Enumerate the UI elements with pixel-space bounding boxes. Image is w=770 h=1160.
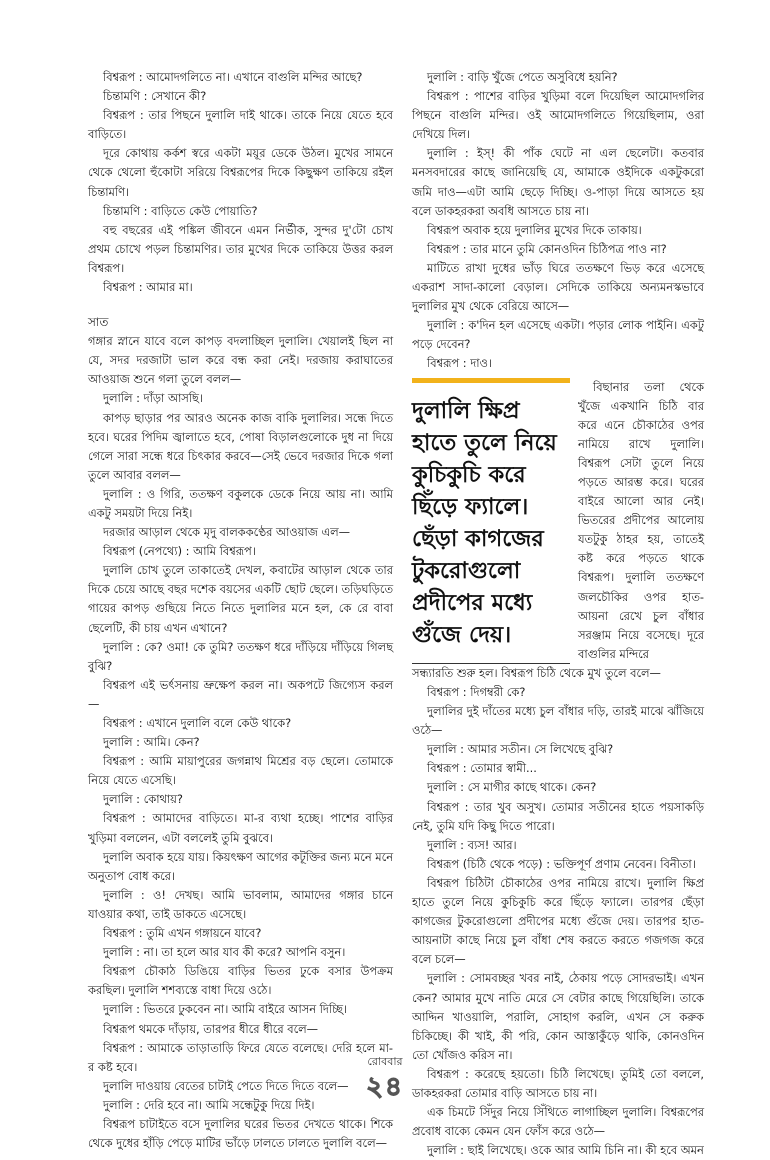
paragraph: বিশ্বরূপ : আমাদের বাড়িতে। মা-র ব্যথা হচ্ছে। পাশের বাড়ির খুড়িমা বললেন, এটা বললেই তুমি বুঝবে। xyxy=(88,811,393,845)
paragraph: বিশ্বরূপ এই ভর্ৎসনায় ভ্রুক্ষেপ করল না। অকপটে জিগ্যেস করল— xyxy=(88,677,393,711)
footer-magazine-name: রোববার xyxy=(367,1055,403,1068)
paragraph: বিশ্বরূপ চিঠিটা চৌকাঠের ওপর নামিয়ে রাখে। দুলালি ক্ষিপ্র হাতে তুলে নিয়ে কুচিকুচি করে ছিঁড়ে ফ্যালে। তারপর ছেঁড়া কাগজের টুকরোগুলো প্রদীপের মধ্যে গুঁজে দেয়। তারপর হাত-আয়নাটা কাছে নিয়ে চুল বাঁধা শেষ করতে করতে গজগজ করে বলে চলে— xyxy=(412,875,704,967)
pull-quote-row xyxy=(412,378,704,664)
paragraph: বিশ্বরূপ : তার পিছনে দুলালি দাই থাকে। তাকে নিয়ে যেতে হবে বাড়িতে। xyxy=(88,108,393,142)
paragraph: বিশ্বরূপ চাটাইতে বসে দুলালির ঘরের ভিতর দেখতে থাকে। শিকে থেকে দুধের হাঁড়ি পেড়ে মাটির ভাঁড়ে ঢালতে ঢালতে দুলালি বলে— xyxy=(88,1116,393,1151)
paragraph: বিশ্বরূপ : তার খুব অসুখ। তোমার সতীনের হাতে পয়সাকড়ি নেই, তুমি যদি কিছু দিতে পারো। xyxy=(412,799,704,833)
paragraph: বিশ্বরূপ : আমার মা। xyxy=(103,280,193,295)
right-column-top xyxy=(412,68,704,374)
paragraph: এক চিমটে সিঁদুর নিয়ে সিঁথিতে লাগাচ্ছিল দুলালি। বিশ্বরূপের প্রবোধ বাক্যে কেমন যেন ফোঁস করে ওঠে— xyxy=(412,1105,704,1139)
paragraph: বিশ্বরূপ থমকে দাঁড়ায়, তারপর ধীরে ধীরে বলে— xyxy=(103,1021,319,1036)
paragraph: দুলালি : দাঁড়া আসছি। xyxy=(103,391,203,406)
paragraph: বিশ্বরূপ চৌকাঠ ডিঙিয়ে বাড়ির ভিতর ঢুকে বসার উপক্রম করছিল। দুলালি শশব্যস্তে বাধা দিয়ে ওঠে। xyxy=(88,964,393,998)
paragraph: বহু বছরের এই পঙ্কিল জীবনে এমন নির্ভীক, সুন্দর দু'টো চোখ প্রথম চোখে পড়ল চিন্তামণির। তার মুখের দিকে তাকিয়ে উত্তর করল বিশ্বরূপ। xyxy=(88,222,393,275)
paragraph: দুলালি : ও! দেখছ। আমি ভাবলাম, আমাদের গঙ্গার চানে যাওয়ার কথা, তাই ডাকতে এসেছে। xyxy=(88,887,393,921)
paragraph: দুলালি : ও গিরি, ততক্ষণ বকুলকে ডেকে নিয়ে আয় না। আমি একটু সময়টা দিয়ে নিই। xyxy=(88,486,393,520)
paragraph: বিশ্বরূপ : তোমার স্বামী... xyxy=(427,761,537,776)
paragraph: দুলালি : ব্যস! আর। xyxy=(427,837,517,852)
paragraph: কাপড় ছাড়ার পর আরও অনেক কাজ বাকি দুলালির। সন্ধে দিতে হবে। ঘরের পিদিম জ্বালাতে হবে, পোষা বিড়ালগুলোকে দুধ না দিয়ে গেলে সারা সন্ধে ধরে চিৎকার করবে—সেই ভেবে দরজার দিকে গলা তুলে আবার বলল— xyxy=(88,410,393,482)
paragraph: বিশ্বরূপ : তার মানে তুমি কোনওদিন চিঠিপত্র পাও না? xyxy=(427,241,667,256)
paragraph: বিশ্বরূপ : দিগম্বরী কে? xyxy=(427,685,526,699)
paragraph: দুলালি : না। তা হলে আর যাব কী করে? আপনি বসুন। xyxy=(103,945,346,960)
paragraph: দুলালি দাওয়ায় বেতের চাটাই পেতে দিতে দিতে বলে— xyxy=(103,1078,349,1093)
pull-quote: দুলালি ক্ষিপ্র হাতে তুলে নিয়ে কুচিকুচি করে ছিঁড়ে ফ্যালে। ছেঁড়া কাগজের টুকরোগুলো প্রদীপের মধ্যে গুঁজে দেয়। xyxy=(412,378,570,664)
paragraph: বিশ্বরূপ : করেছে হয়তো। চিঠি লিখেছে। তুমিই তো বললে, ডাকহরকরা তোমার বাড়ি আসতে চায় না। xyxy=(412,1066,704,1100)
paragraph: দুলালি : আমার সতীন। সে লিখেছে বুঝি? xyxy=(427,742,614,757)
paragraph: বিশ্বরূপ (চিঠি থেকে পড়ে) : ভক্তিপূর্ণ প্রণাম নেবেন। বিনীতা। xyxy=(427,856,696,871)
paragraph: চিন্তামণি : সেখানে কী? xyxy=(103,89,207,104)
paragraph: দুলালি : ইস্! কী পাঁক ঘেটে না এল ছেলেটা। কতবার মনসবদারের কাছে জানিয়েছি যে, আমাকে ওইদিকে একটুকরো জমি দাও—এটা আমি ছেড়ে দিচ্ছি। ও-পাড়া দিয়ে আসতে হয় বলে ডাকহরকরা অবধি আসতে চায় না। xyxy=(412,146,704,218)
paragraph: বিশ্বরূপ (নেপথ্যে) : আমি বিশ্বরূপ। xyxy=(103,544,256,559)
paragraph: বিছানার তলা থেকে খুঁজে একখানি চিঠি বার করে এনে চৌকাঠের ওপর নামিয়ে রাখে দুলালি। বিশ্বরূপ সেটা তুলে নিয়ে পড়তে আরম্ভ করে। ঘরের বাইরে আলো আর নেই। ভিতরের প্রদীপের আলোয় যতটুকু ঠাহর হয়, তাতেই কষ্ট করে পড়তে থাকে বিশ্বরূপ। দুলালি ততক্ষণে জলচৌকির ওপর হাত-আয়না রেখে চুল বাঁধার সরঞ্জাম নিয়ে বসেছে। দূরে বাগুলির মন্দিরে xyxy=(578,379,704,661)
page-number: ২৪ xyxy=(366,1072,404,1102)
paragraph: দুলালি : ভিতরে ঢুকবেন না। আমি বাইরে আসন দিচ্ছি। xyxy=(103,1002,348,1017)
paragraph: বিশ্বরূপ : এখানে দুলালি বলে কেউ থাকে? xyxy=(103,716,292,730)
paragraph: দুলালি : ছাই লিখেছে। ওকে আর আমি চিনি না। কী হবে অমন xyxy=(427,1143,704,1158)
paragraph: দুলালি অবাক হয়ে যায়। কিয়ৎক্ষণ আগের কটূক্তির জন্য মনে মনে অনুতাপ বোধ করে। xyxy=(88,849,393,883)
side-text xyxy=(578,378,704,664)
paragraph: দুলালি : কে? ওমা! কে তুমি? ততক্ষণ ধরে দাঁড়িয়ে দাঁড়িয়ে গিলছ বুঝি? xyxy=(88,639,393,673)
paragraph: দুলালির দুই দাঁতের মধ্যে চুল বাঁধার দড়ি, তারই মাঝে ঝাঁজিয়ে ওঠে— xyxy=(412,704,704,738)
paragraph: মাটিতে রাখা দুধের ভাঁড় ঘিরে ততক্ষণে ভিড় করে এসেছে একরাশ সাদা-কালো বেড়াল। সেদিকে তাকিয়ে অন্যমনস্কভাবে দুলালির মুখ থেকে বেরিয়ে আসে— xyxy=(412,260,704,314)
paragraph: দুলালি : সে মাগীর কাছে থাকে। কেন? xyxy=(427,780,597,795)
paragraph: বিশ্বরূপ : পাশের বাড়ির খুড়িমা বলে দিয়েছিল আমোদগলির পিছনে বাগুলি মন্দির। ওই আমোদগলিতে গিয়েছিলাম, ওরা দেখিয়ে দিল। xyxy=(412,89,704,142)
paragraph: বিশ্বরূপ : তুমি এখন গঙ্গায়নে যাবে? xyxy=(103,926,262,941)
paragraph: দুলালি : বাড়ি খুঁজে পেতে অসুবিধে হয়নি? xyxy=(427,70,618,84)
paragraph: দরজার আড়াল থেকে মৃদু বালককণ্ঠের আওয়াজ এল— xyxy=(103,525,351,540)
paragraph: দুলালি : ক'দিন হল এসেছে একটা। পড়ার লোক পাইনি। একটু পড়ে দেবেন? xyxy=(412,318,704,352)
paragraph: বিশ্বরূপ অবাক হয়ে দুলালির মুখের দিকে তাকায়। xyxy=(427,222,642,237)
paragraph: গঙ্গার স্নানে যাবে বলে কাপড় বদলাচ্ছিল দুলালি। খেয়ালই ছিল না যে, সদর দরজাটা ভাল করে বন্ধ করা নেই। দরজায় করাঘাতের আওয়াজ শুনে গলা তুলে বলল— xyxy=(88,334,393,387)
paragraph: বিশ্বরূপ : আমোদগলিতে না। এখানে বাগুলি মন্দির আছে? xyxy=(103,70,363,84)
paragraph: বিশ্বরূপ : দাও। xyxy=(427,356,492,371)
paragraph: দূরে কোথায় কর্কশ স্বরে একটা ময়ূর ডেকে উঠল। মুখের সামনে থেকে থেলো হুঁকোটা সরিয়ে বিশ্বরূপের দিকে কিছুক্ষণ তাকিয়ে রইল চিন্তামণি। xyxy=(88,146,393,199)
paragraph: সন্ধ্যারতি শুরু হল। বিশ্বরূপ চিঠি থেকে মুখ তুলে বলে— xyxy=(412,665,661,680)
right-column xyxy=(412,68,704,1160)
paragraph: বিশ্বরূপ : আমাকে তাড়াতাড়ি ফিরে যেতে বলেছে। দেরি হলে মা-র কষ্ট হবে। xyxy=(88,1040,393,1074)
paragraph: দুলালি চোখ তুলে তাকাতেই দেখল, কবাটের আড়াল থেকে তার দিকে চেয়ে আছে বছর দশেক বয়সের একটি ছোট ছেলে। তড়িঘড়িতে গায়ের কাপড় গুছিয়ে নিতে নিতে দুলালির মনে হল, কে রে বাবা ছেলেটি, কী চায় এখন এখানে? xyxy=(88,563,393,635)
paragraph: চিন্তামণি : বাড়িতে কেউ পোয়াতি? xyxy=(103,203,258,218)
left-column xyxy=(88,68,393,1153)
paragraph: দুলালি : দেরি হবে না। আমি সন্ধেটুকু দিয়ে দিই। xyxy=(103,1097,315,1112)
paragraph: দুলালি : সোমবচ্ছর খবর নাই, ঠেকায় পড়ে সোদরভাই। এখন কেন? আমার মুখে নাতি মেরে সে বেটার কাছে গিয়েছিলি। তাকে আদ্দিন খাওয়ালি, পরালি, সোহাগ করলি, এখন সে করুক চিকিচ্ছে। কী খাই, কী পরি, কোন আস্তাকুঁড়ে থাকি, কোনওদিন তো খোঁজও করিস না। xyxy=(412,971,704,1062)
section-heading: সাত xyxy=(88,315,109,330)
paragraph: বিশ্বরূপ : আমি মায়াপুরের জগন্নাথ মিশ্রের বড় ছেলে। তোমাকে নিয়ে যেতে এসেছি। xyxy=(88,754,393,788)
paragraph: দুলালি : কোথায়? xyxy=(103,792,183,807)
paragraph: দুলালি : আমি। কেন? xyxy=(103,735,200,750)
